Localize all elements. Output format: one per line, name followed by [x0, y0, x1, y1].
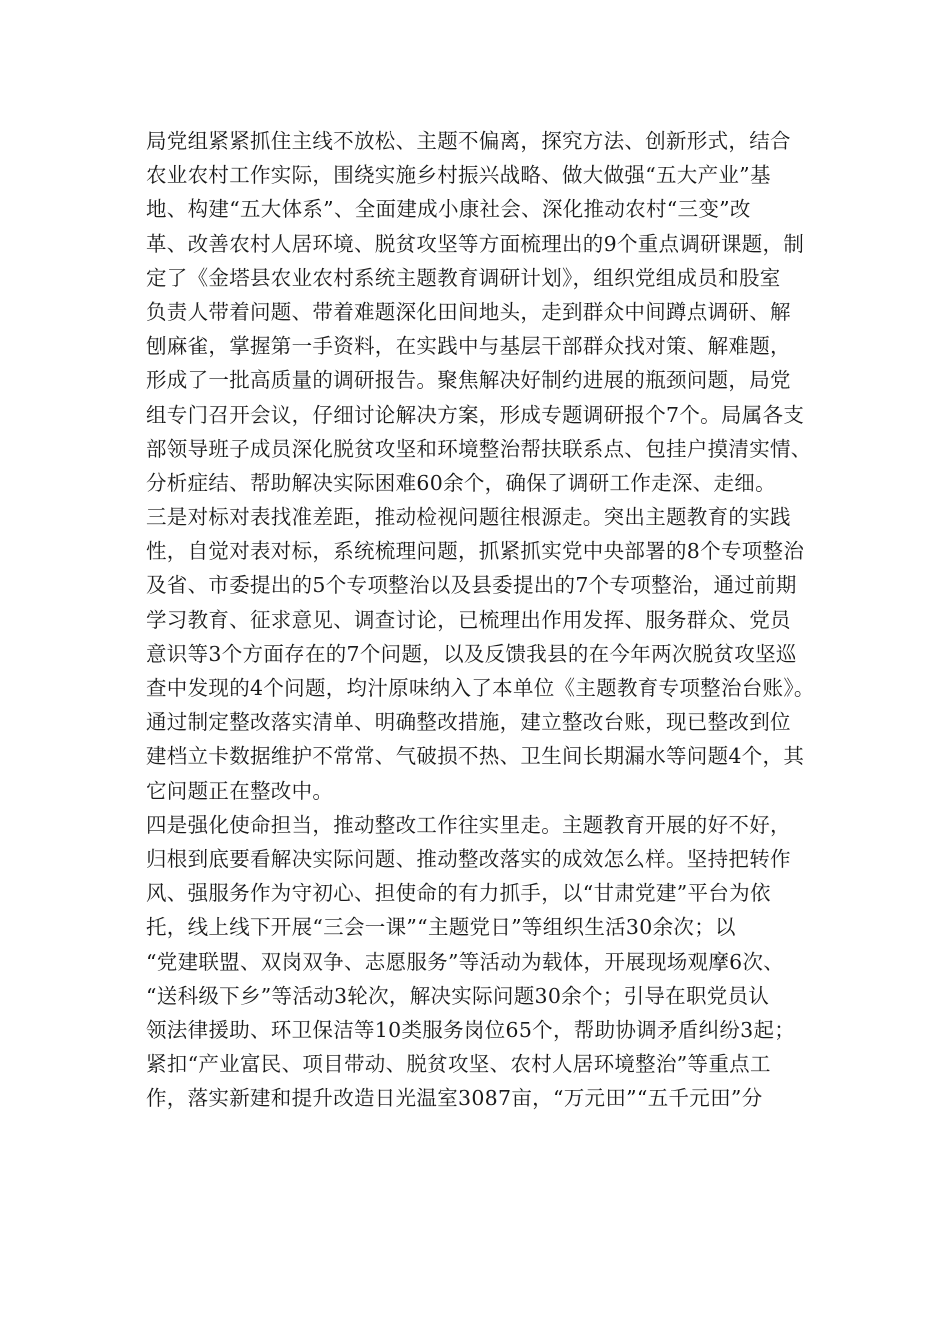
- text-line: 建档立卡数据维护不常常、气破损不热、卫生间长期漏水等问题4个，其: [146, 744, 805, 769]
- text-line: “党建联盟、双岗双争、志愿服务”等活动为载体，开展现场观摩6次、: [146, 949, 785, 974]
- text-line: 负责人带着问题、带着难题深化田间地头，走到群众中间蹲点调研、解: [146, 299, 791, 324]
- text-line: 托，线上线下开展“三会一课”“主题党日”等组织生活30余次；以: [146, 915, 736, 940]
- text-line: 作，落实新建和提升改造日光温室3087亩，“万元田”“五千元田”分: [146, 1086, 763, 1111]
- text-line: 组专门召开会议，仔细讨论解决方案，形成专题调研报个7个。局属各支: [146, 402, 805, 427]
- text-line: 地、构建“五大体系”、全面建成小康社会、深化推动农村“三变”改: [146, 197, 751, 222]
- paragraph-start-line: 三是对标对表找准差距，推动检视问题往根源走。突出主题教育的实践: [146, 505, 791, 530]
- text-line: 及省、市委提出的5个专项整治以及县委提出的7个专项整治，通过前期: [146, 573, 797, 598]
- text-line: 归根到底要看解决实际问题、推动整改落实的成效怎么样。坚持把转作: [146, 846, 791, 871]
- paragraph-start-line: 四是强化使命担当，推动整改工作往实里走。主题教育开展的好不好，: [146, 812, 791, 837]
- text-line: 查中发现的4个问题，均汁原味纳入了本单位《主题教育专项整治台账》。: [146, 676, 815, 700]
- text-line: 紧扣“产业富民、项目带动、脱贫攻坚、农村人居环境整治”等重点工: [146, 1052, 771, 1077]
- text-line: 刨麻雀，掌握第一手资料，在实践中与基层干部群众找对策、解难题，: [146, 334, 791, 359]
- text-line: 性，自觉对表对标，系统梳理问题，抓紧抓实党中央部署的8个专项整治: [146, 539, 805, 564]
- text-line: 分析症结、帮助解决实际困难60余个，确保了调研工作走深、走细。: [146, 470, 776, 495]
- text-line: 部领导班子成员深化脱贫攻坚和环境整治帮扶联系点、包挂户摸清实情、: [146, 436, 812, 461]
- text-line: 它问题正在整改中。: [146, 778, 334, 803]
- text-line: 局党组紧紧抓住主线不放松、主题不偏离，探究方法、创新形式，结合: [146, 129, 791, 153]
- text-line: 学习教育、征求意见、调查讨论，已梳理出作用发挥、服务群众、党员: [146, 607, 791, 632]
- body-text: [146, 124, 846, 1115]
- text-line: 意识等3个方面存在的7个问题，以及反馈我县的在今年两次脱贫攻坚巡: [146, 641, 797, 666]
- text-line: 通过制定整改落实清单、明确整改措施，建立整改台账，现已整改到位: [146, 710, 791, 735]
- text-line: 形成了一批高质量的调研报告。聚焦解决好制约进展的瓶颈问题，局党: [146, 368, 791, 393]
- text-line: “送科级下乡”等活动3轮次，解决实际问题30余个；引导在职党员认: [146, 983, 770, 1008]
- text-line: 领法律援助、环卫保洁等10类服务岗位65个，帮助协调矛盾纠纷3起；: [146, 1017, 796, 1042]
- text-line: 农业农村工作实际，围绕实施乡村振兴战略、做大做强“五大产业”基: [146, 163, 771, 188]
- text-line: 风、强服务作为守初心、担使命的有力抓手，以“甘肃党建”平台为依: [146, 881, 771, 906]
- text-line: 革、改善农村人居环境、脱贫攻坚等方面梳理出的9个重点调研课题，制: [146, 231, 805, 256]
- text-line: 定了《金塔县农业农村系统主题教育调研计划》，组织党组成员和股室: [146, 265, 781, 290]
